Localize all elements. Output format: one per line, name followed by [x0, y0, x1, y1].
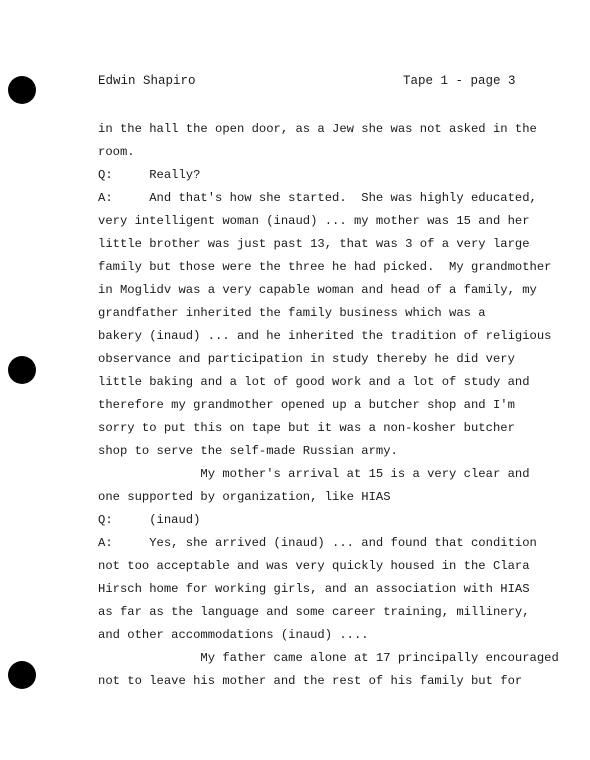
transcript-line: Q: (inaud)	[98, 513, 201, 527]
header-page-label: Tape 1 - page 3	[403, 74, 516, 88]
transcript-line: My mother's arrival at 15 is a very clear and	[98, 467, 530, 481]
transcript-line: not too acceptable and was very quickly housed in the Clara	[98, 559, 530, 573]
transcript-line: little baking and a lot of good work and a lot of study and	[98, 375, 530, 389]
transcript-line: therefore my grandmother opened up a butcher shop and I'm	[98, 398, 515, 412]
transcript-line: grandfather inherited the family business which was a	[98, 306, 486, 320]
transcript-line: in the hall the open door, as a Jew she was not asked in the	[98, 122, 537, 136]
transcript-line: A: And that's how she started. She was highly educated,	[98, 191, 537, 205]
transcript-line: My father came alone at 17 principally encouraged	[98, 651, 559, 665]
transcript-line: little brother was just past 13, that was 3 of a very large	[98, 237, 530, 251]
transcript-line: one supported by organization, like HIAS	[98, 490, 391, 504]
transcript-line: as far as the language and some career training, millinery,	[98, 605, 530, 619]
transcript-line: in Moglidv was a very capable woman and head of a family, my	[98, 283, 537, 297]
transcript-line: A: Yes, she arrived (inaud) ... and found that condition	[98, 536, 537, 550]
transcript-line: shop to serve the self-made Russian army.	[98, 444, 398, 458]
transcript-line: not to leave his mother and the rest of his family but for	[98, 674, 523, 688]
transcript-line: very intelligent woman (inaud) ... my mother was 15 and her	[98, 214, 530, 228]
transcript-line: family but those were the three he had picked. My grandmother	[98, 260, 552, 274]
transcript-body	[98, 118, 568, 693]
punch-hole-top	[8, 76, 36, 104]
transcript-line: and other accommodations (inaud) ....	[98, 628, 369, 642]
header-name: Edwin Shapiro	[98, 74, 196, 88]
transcript-line: room.	[98, 145, 135, 159]
transcript-line: observance and participation in study thereby he did very	[98, 352, 515, 366]
transcript-line: Q: Really?	[98, 168, 201, 182]
punch-hole-middle	[8, 356, 36, 384]
punch-hole-bottom	[8, 661, 36, 689]
transcript-line: sorry to put this on tape but it was a non-kosher butcher	[98, 421, 515, 435]
transcript-line: Hirsch home for working girls, and an association with HIAS	[98, 582, 530, 596]
transcript-line: bakery (inaud) ... and he inherited the tradition of religious	[98, 329, 552, 343]
